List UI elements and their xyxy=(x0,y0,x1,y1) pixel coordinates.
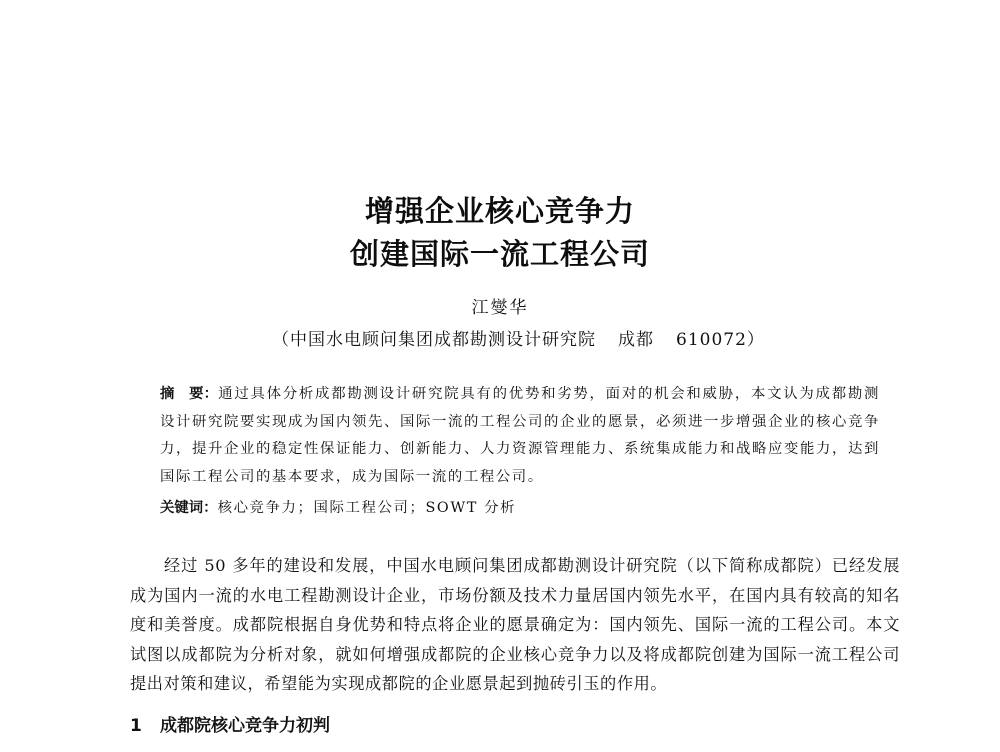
affiliation-postcode: 610072） xyxy=(676,330,765,350)
keywords-text: 核心竞争力；国际工程公司；SOWT 分析 xyxy=(217,500,517,516)
keywords-label: 关键词： xyxy=(160,500,218,516)
section-number: 1 xyxy=(130,716,142,736)
affiliation-institution: （中国水电顾问集团成都勘测设计研究院 xyxy=(272,330,596,350)
affiliation-city: 成都 xyxy=(618,330,654,350)
abstract xyxy=(160,381,880,491)
paper-title-line-2: 创建国际一流工程公司 xyxy=(349,237,650,271)
section-title: 成都院核心竞争力初判 xyxy=(160,716,330,736)
author-name: 江燮华 xyxy=(471,298,529,318)
section-heading xyxy=(130,711,330,736)
abstract-text: 通过具体分析成都勘测设计研究院具有的优势和劣势，面对的机会和威胁，本文认为成都勘测设计研究院要实现成为国内领先、国际一流的工程公司的企业的愿景，必须进一步增强企业的核心竞争力，提升企业的稳定性保证能力、创新能力、人力资源管理能力、系统集成能力和战略应变能力，达到国际工程公司的基本要求，成为国际一流的工程公司。 xyxy=(160,386,880,485)
abstract-label: 摘 要： xyxy=(160,386,219,402)
keywords xyxy=(160,496,880,517)
author-affiliation xyxy=(272,325,765,350)
intro-paragraph: 经过 50 多年的建设和发展，中国水电顾问集团成都勘测设计研究院（以下简称成都院）已经发展成为国内一流的水电工程勘测设计企业，市场份额及技术力量居国内领先水平，在国内具有较高的知名度和美誉度。成都院根据自身优势和特点将企业的愿景确定为：国内领先、国际一流的工程公司。本文试图以成都院为分析对象，就如何增强成都院的企业核心竞争力以及将成都院创建为国际一流工程公司提出对策和建议，希望能为实现成都院的企业愿景起到抛砖引玉的作用。 xyxy=(130,556,900,693)
paper-title-line-1: 增强企业核心竞争力 xyxy=(364,194,635,228)
